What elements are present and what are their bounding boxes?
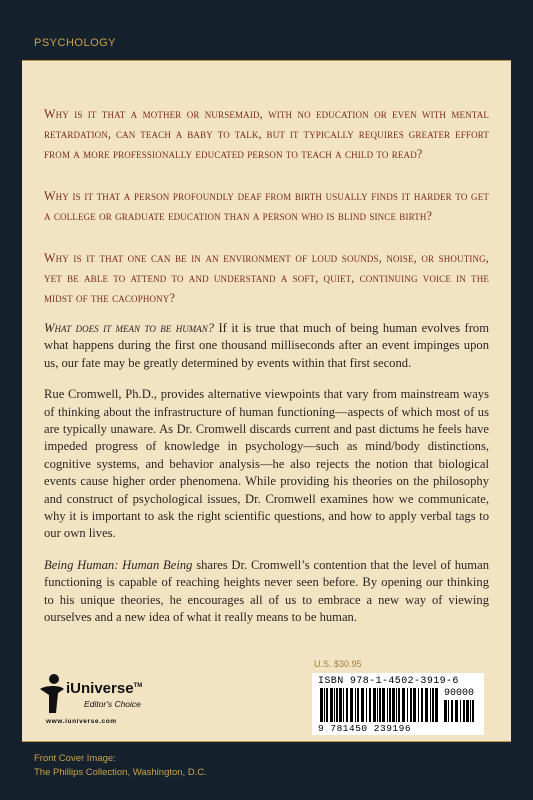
barcode-bars-icon bbox=[320, 688, 440, 722]
question-2: Why is it that a person profoundly deaf from birth usually finds it harder to get a college or graduate education than a person who is blind since birth? bbox=[44, 189, 489, 223]
category-label: PSYCHOLOGY bbox=[34, 37, 117, 49]
addon-code: 90000 bbox=[444, 688, 475, 699]
blurb-p1-text: If it is true that much of being human evolves from what happens during the first one thousand milliseconds after an event impinges upon us, our fate may be greatly determined by events within that first second. bbox=[44, 321, 489, 370]
publisher-tagline: Editor's Choice bbox=[84, 699, 141, 709]
book-title-ref: Being Human: Human Being bbox=[44, 557, 193, 572]
price-label: U.S. $30.95 bbox=[314, 659, 362, 669]
parchment-panel bbox=[22, 61, 511, 741]
iuniverse-figure-icon bbox=[34, 673, 68, 715]
credit-line-2: The Phillips Collection, Washington, D.C. bbox=[34, 767, 207, 778]
blurb-paragraph-3 bbox=[44, 557, 489, 627]
addon-bars-icon bbox=[444, 700, 478, 722]
bottom-rule bbox=[22, 741, 511, 742]
question-1: Why is it that a mother or nursemaid, with no education or even with mental retardation, can teach a baby to talk, but it typically requires greater effort from a more professionally educated person to teach a child to read? bbox=[44, 107, 489, 161]
publisher-name: iUniverse™ bbox=[66, 680, 143, 697]
isbn-text: ISBN 978-1-4502-3919-6 bbox=[318, 676, 459, 687]
blurb-p3-text: shares Dr. Cromwell’s contention that the level of human functioning is capable of reaching heights never seen before. By opening our thinking to his unique theories, he encourages all of us to embrace a new way of viewing ourselves and a new idea of what it really means to be human. bbox=[44, 557, 489, 625]
blurb-paragraph-1 bbox=[44, 320, 489, 372]
ean-digits: 9 781450 239196 bbox=[318, 723, 412, 734]
publisher-url: www.iuniverse.com bbox=[46, 718, 117, 725]
blurb-paragraph-2: Rue Cromwell, Ph.D., provides alternative viewpoints that vary from mainstream ways of thinking about the infrastructure of human functioning—aspects of which most of us are typically unaware. As Dr. Cromwell discards current and past dictums he feels have impeded progress of knowledge in psychology—such as mind/body distinctions, cognitive systems, and behavior analysis—he also rejects the notion that biological events cause higher order phenomena. While providing his theories on the philosophy and construct of psychological issues, Dr. Cromwell examines how we communicate, why it is important to ask the right scientific questions, and how to apply verbal tags to our own lives. bbox=[44, 387, 489, 541]
cover-image-credit bbox=[34, 752, 207, 780]
barcode bbox=[312, 673, 484, 735]
top-band bbox=[0, 0, 533, 62]
question-3: Why is it that one can be in an environment of loud sounds, noise, or shouting, yet be able to attend to and understand a soft, quiet, continuing voice in the midst of the cacophony? bbox=[44, 251, 489, 305]
blurb-lead-question: What does it mean to be human? bbox=[44, 321, 215, 335]
questions-block bbox=[44, 104, 489, 330]
publisher-logo bbox=[34, 669, 194, 729]
credit-line-1: Front Cover Image: bbox=[34, 753, 116, 764]
blurb bbox=[44, 320, 489, 641]
